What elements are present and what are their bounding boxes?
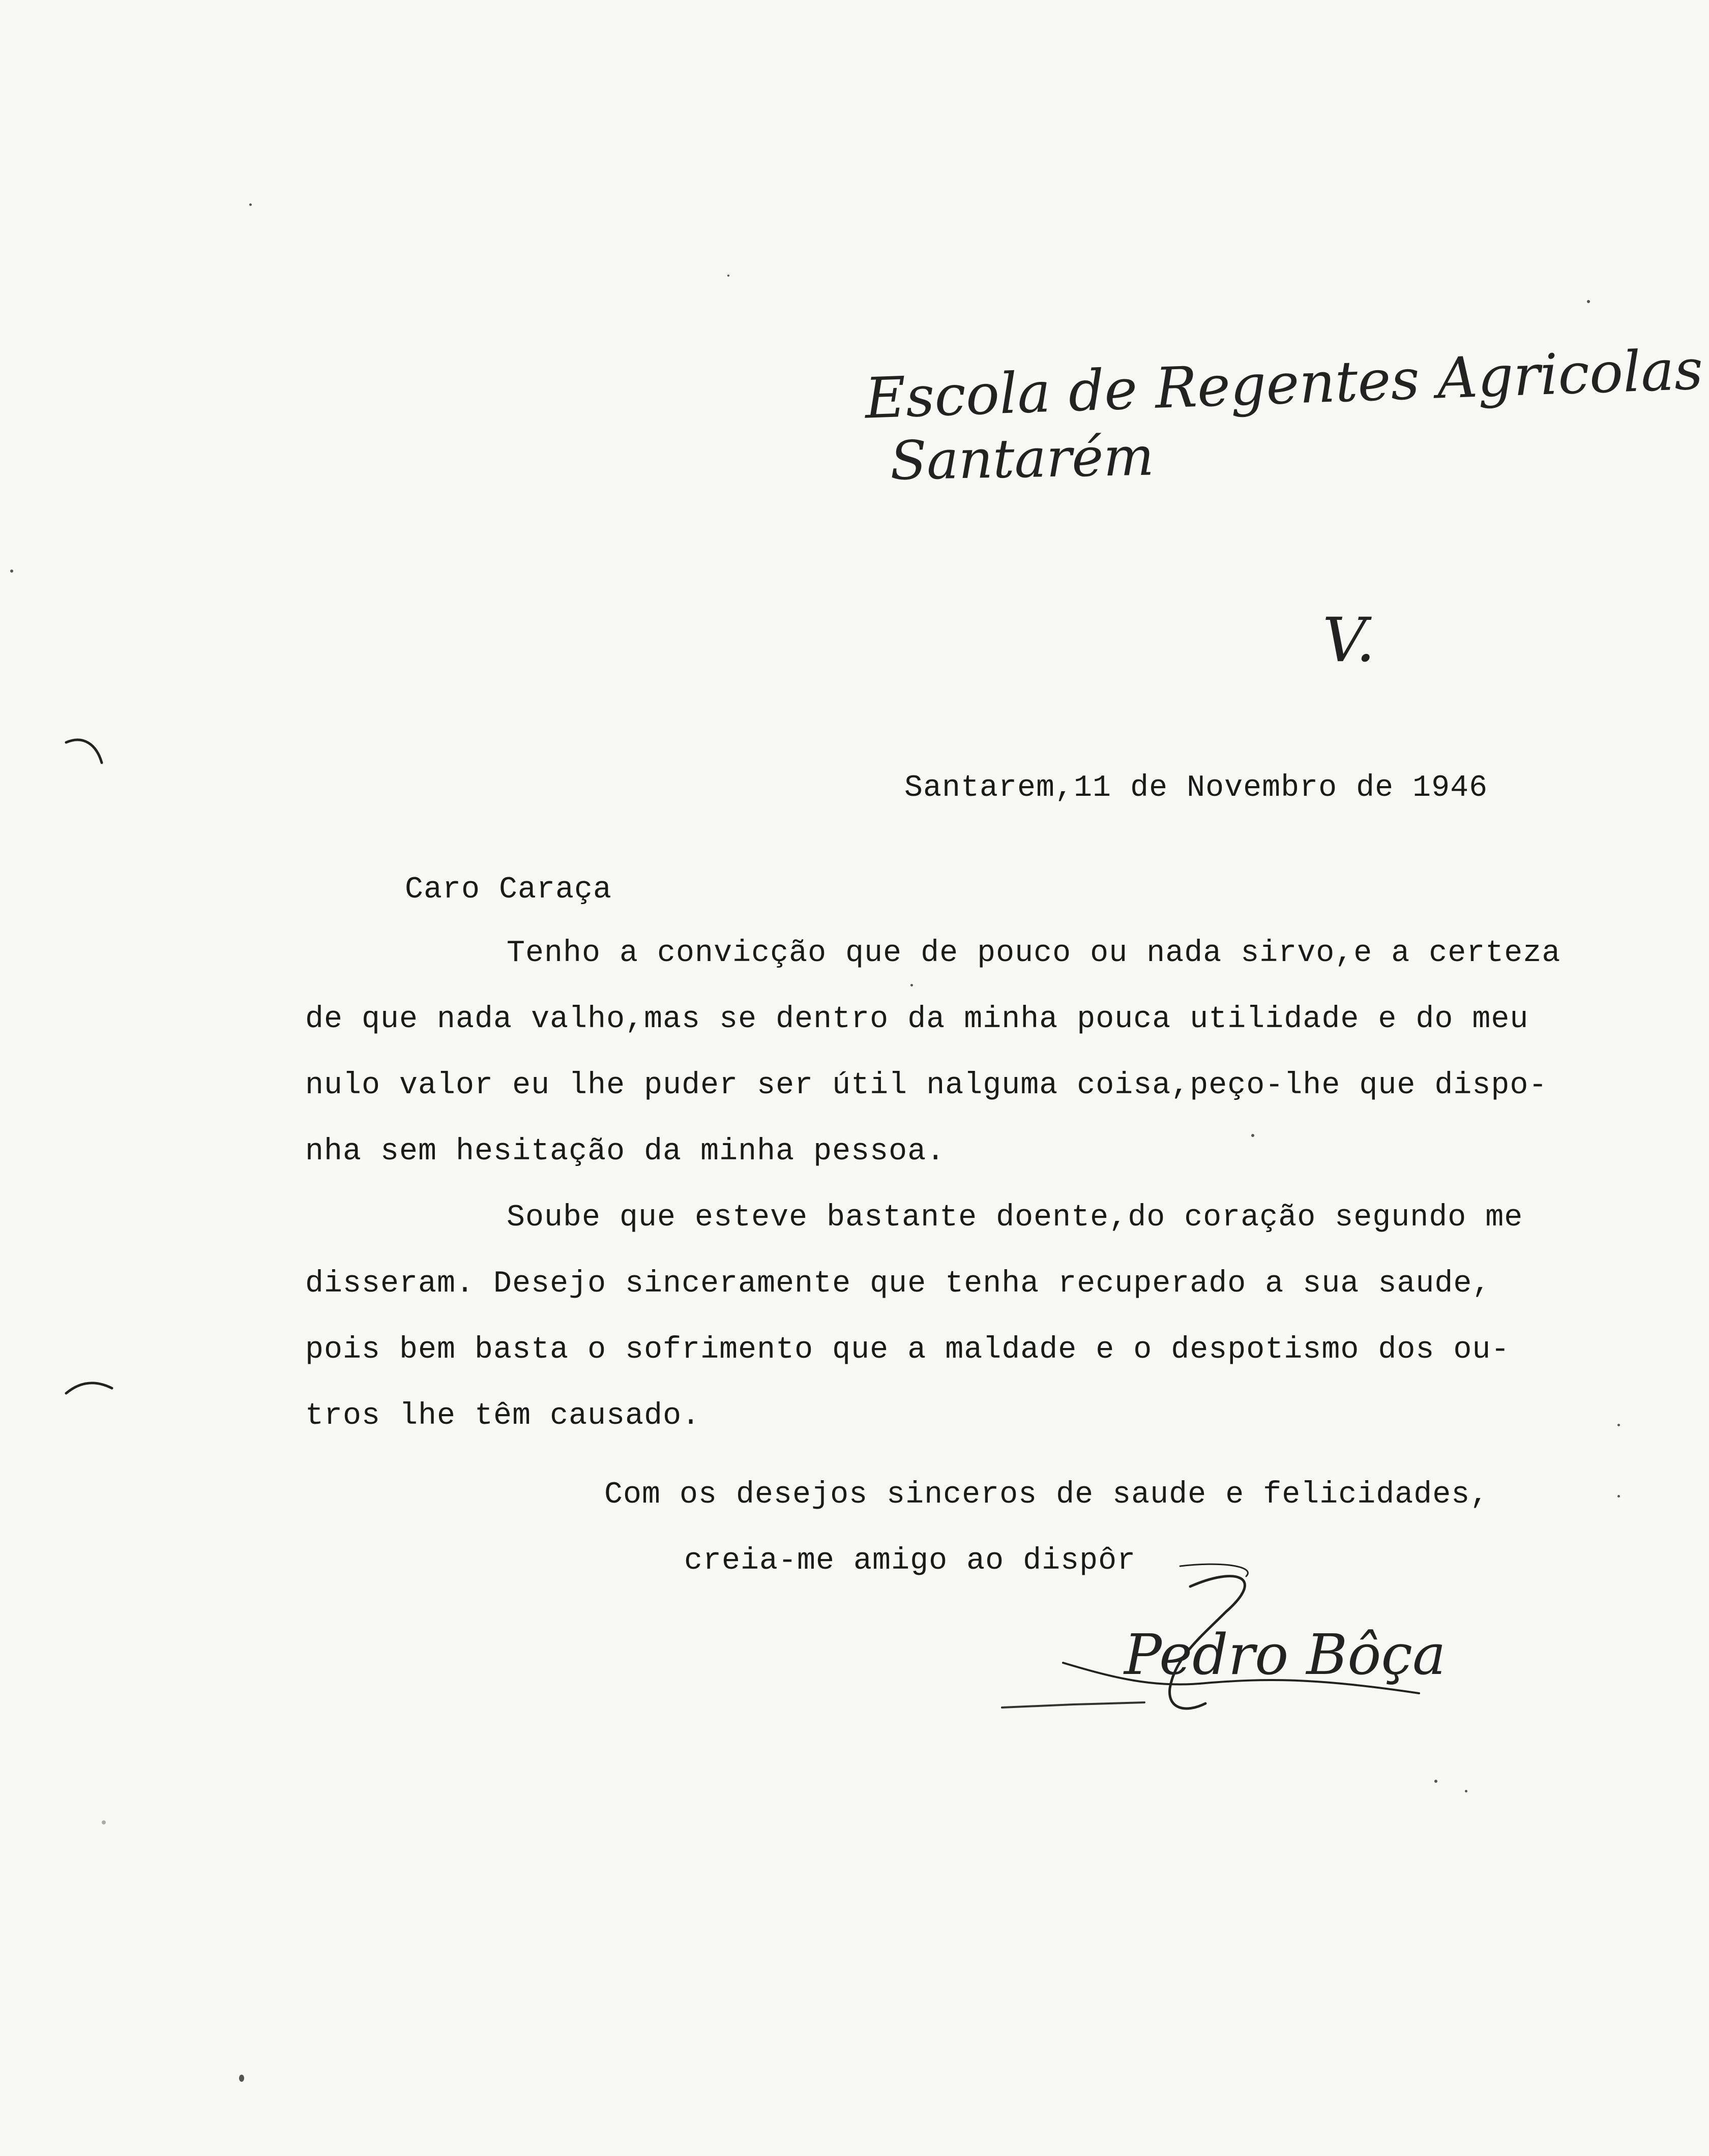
handwritten-annotation-line1: Escola de Regentes Agricolas — [864, 337, 1704, 431]
paragraph2-line1: Soube que esteve bastante doente,do coração segundo me — [507, 1201, 1523, 1235]
paper-speck — [1617, 1424, 1620, 1426]
paragraph1-line3: nulo valor eu lhe puder ser útil nalguma coisa,peço-lhe que dispo- — [305, 1068, 1548, 1103]
paper-speck — [239, 2075, 244, 2082]
paper-speck — [249, 203, 252, 206]
paper-speck — [1587, 300, 1590, 303]
paper-speck — [727, 275, 729, 277]
paper-speck — [1251, 1134, 1254, 1137]
date-line: Santarem,11 de Novembro de 1946 — [904, 771, 1488, 805]
handwritten-check-mark: V. — [1322, 605, 1375, 676]
margin-mark-upper — [61, 732, 117, 778]
paper-speck — [910, 984, 913, 986]
paragraph1-line1: Tenho a convicção que de pouco ou nada sirvo,e a certeza — [507, 936, 1561, 971]
paragraph2-line2: disseram. Desejo sinceramente que tenha recuperado a sua saude, — [305, 1267, 1491, 1301]
signature-text: Pedro Bôça — [1124, 1622, 1446, 1687]
paragraph1-line4: nha sem hesitação da minha pessoa. — [305, 1134, 946, 1169]
salutation: Caro Caraça — [405, 873, 612, 907]
paper-speck — [1617, 1495, 1620, 1498]
closing-line2: creia-me amigo ao dispôr — [684, 1544, 1136, 1578]
handwritten-annotation-line2: Santarém — [889, 425, 1155, 492]
paper-speck — [1434, 1780, 1437, 1783]
paper-speck — [1465, 1790, 1467, 1792]
margin-mark-lower — [61, 1373, 117, 1403]
signature-underline — [997, 1693, 1150, 1714]
paper-speck — [102, 1820, 106, 1824]
paragraph2-line4: tros lhe têm causado. — [305, 1399, 701, 1433]
paragraph1-line2: de que nada valho,mas se dentro da minha pouca utilidade e do meu — [305, 1002, 1529, 1037]
closing-line1: Com os desejos sinceros de saude e felicidades, — [604, 1478, 1489, 1512]
paragraph2-line3: pois bem basta o sofrimento que a maldade e o despotismo dos ou- — [305, 1333, 1510, 1367]
paper-speck — [10, 570, 13, 573]
